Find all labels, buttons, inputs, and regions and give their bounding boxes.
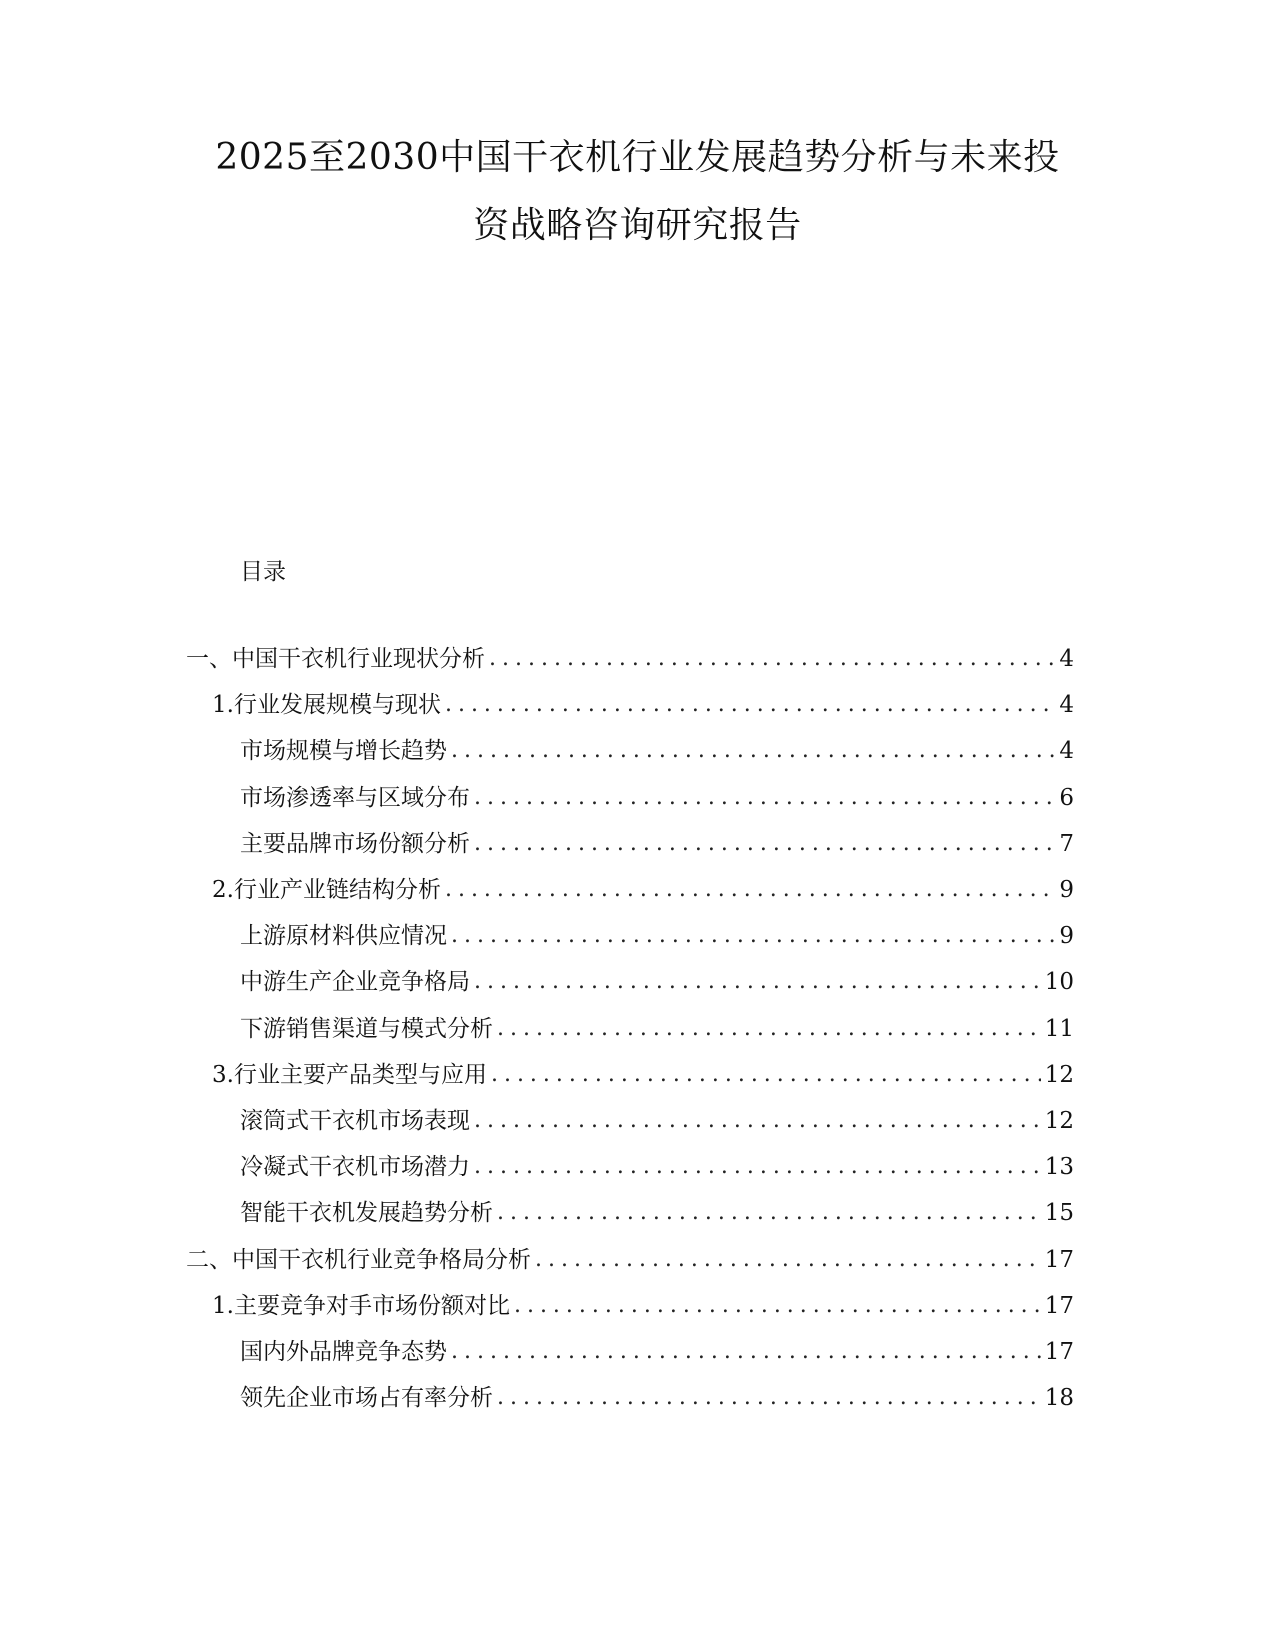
toc-entry-page-number: 4 xyxy=(1059,646,1074,672)
toc-entry[interactable] xyxy=(240,921,1074,951)
toc-entry-label: 市场规模与增长趋势 xyxy=(240,738,447,765)
toc-entry-page-number: 17 xyxy=(1044,1292,1074,1319)
toc-entry[interactable] xyxy=(240,1152,1074,1182)
toc-dot-leader xyxy=(445,875,1055,905)
toc-dot-leader xyxy=(474,783,1055,813)
toc-entry-number: 2. xyxy=(212,877,234,903)
toc-entry[interactable] xyxy=(212,875,1074,905)
toc-entry-page-number: 4 xyxy=(1059,692,1074,719)
toc-dot-leader xyxy=(535,1245,1041,1275)
toc-dot-leader xyxy=(497,1198,1041,1228)
toc-entry-label: 行业产业链结构分析 xyxy=(233,877,441,903)
toc-entry[interactable] xyxy=(240,783,1074,813)
toc-entry-page-number: 9 xyxy=(1059,923,1074,950)
toc-dot-leader xyxy=(497,1383,1041,1413)
toc-entry-label: 滚筒式干衣机市场表现 xyxy=(240,1108,470,1134)
toc-entry-page-number: 4 xyxy=(1059,738,1074,765)
toc-entry-page-number: 12 xyxy=(1044,1108,1074,1134)
toc-entry-label: 冷凝式干衣机市场潜力 xyxy=(240,1154,470,1181)
toc-entry-number: 1. xyxy=(212,1292,234,1319)
toc-entry-page-number: 9 xyxy=(1059,877,1074,903)
toc-entry[interactable] xyxy=(240,829,1074,859)
document-title-line-1: 2025至2030中国干衣机行业发展趋势分析与未来投 xyxy=(215,137,1060,178)
toc-entry-page-number: 17 xyxy=(1044,1246,1074,1273)
toc-dot-leader xyxy=(451,921,1055,951)
toc-dot-leader xyxy=(445,690,1055,720)
toc-entry-page-number: 6 xyxy=(1059,784,1074,811)
toc-entry[interactable] xyxy=(186,1245,1074,1275)
toc-entry[interactable] xyxy=(240,1106,1074,1136)
toc-entry-page-number: 13 xyxy=(1044,1154,1074,1181)
toc-dot-leader xyxy=(451,1337,1041,1367)
toc-entry-label: 领先企业市场占有率分析 xyxy=(240,1385,493,1412)
toc-entry[interactable] xyxy=(186,644,1074,674)
toc-dot-leader xyxy=(451,736,1055,766)
toc-entry-number: 1. xyxy=(212,692,234,719)
toc-entry-label: 一、中国干衣机行业现状分析 xyxy=(186,646,485,672)
toc-entry-label: 二、中国干衣机行业竞争格局分析 xyxy=(186,1246,531,1273)
toc-entry[interactable] xyxy=(212,690,1074,720)
toc-dot-leader xyxy=(514,1291,1041,1321)
toc-entry-label: 下游销售渠道与模式分析 xyxy=(240,1015,493,1042)
toc-entry[interactable] xyxy=(240,1198,1074,1228)
toc-entry[interactable] xyxy=(240,967,1074,997)
toc-entry[interactable] xyxy=(212,1060,1074,1090)
toc-entry-page-number: 18 xyxy=(1044,1385,1074,1412)
toc-entry-page-number: 11 xyxy=(1044,1015,1074,1042)
toc-entry-number: 3. xyxy=(212,1061,234,1088)
toc-entry-label: 上游原材料供应情况 xyxy=(240,923,447,950)
toc-entry[interactable] xyxy=(212,1291,1074,1321)
toc-entry-label: 行业主要产品类型与应用 xyxy=(233,1061,487,1088)
toc-dot-leader xyxy=(474,1152,1041,1182)
toc-entry-label: 行业发展规模与现状 xyxy=(233,692,441,719)
toc-entry-label: 中游生产企业竞争格局 xyxy=(240,969,470,996)
toc-dot-leader xyxy=(474,1106,1041,1136)
toc-entry[interactable] xyxy=(240,1383,1074,1413)
toc-entry-page-number: 7 xyxy=(1059,830,1074,857)
toc-entry-label: 主要品牌市场份额分析 xyxy=(240,830,470,857)
toc-heading: 目录 xyxy=(240,559,286,585)
toc-dot-leader xyxy=(497,1014,1041,1044)
toc-entry[interactable] xyxy=(240,1337,1074,1367)
toc-entry-page-number: 12 xyxy=(1044,1061,1074,1088)
toc-dot-leader xyxy=(474,967,1041,997)
toc-dot-leader xyxy=(491,1060,1041,1090)
toc-entry-page-number: 15 xyxy=(1044,1200,1074,1227)
toc-entry[interactable] xyxy=(240,1014,1074,1044)
toc-entry-page-number: 10 xyxy=(1044,969,1074,996)
toc-dot-leader xyxy=(474,829,1055,859)
toc-dot-leader xyxy=(489,644,1055,674)
toc-entry-label: 主要竞争对手市场份额对比 xyxy=(233,1292,510,1319)
toc-entry[interactable] xyxy=(240,736,1074,766)
toc-entry-page-number: 17 xyxy=(1044,1339,1074,1365)
toc-entry-label: 国内外品牌竞争态势 xyxy=(240,1339,447,1365)
document-title xyxy=(0,137,1275,246)
toc-entry-label: 智能干衣机发展趋势分析 xyxy=(240,1200,493,1227)
document-title-line-2: 资战略咨询研究报告 xyxy=(473,205,802,246)
toc-entry-label: 市场渗透率与区域分布 xyxy=(240,784,470,811)
